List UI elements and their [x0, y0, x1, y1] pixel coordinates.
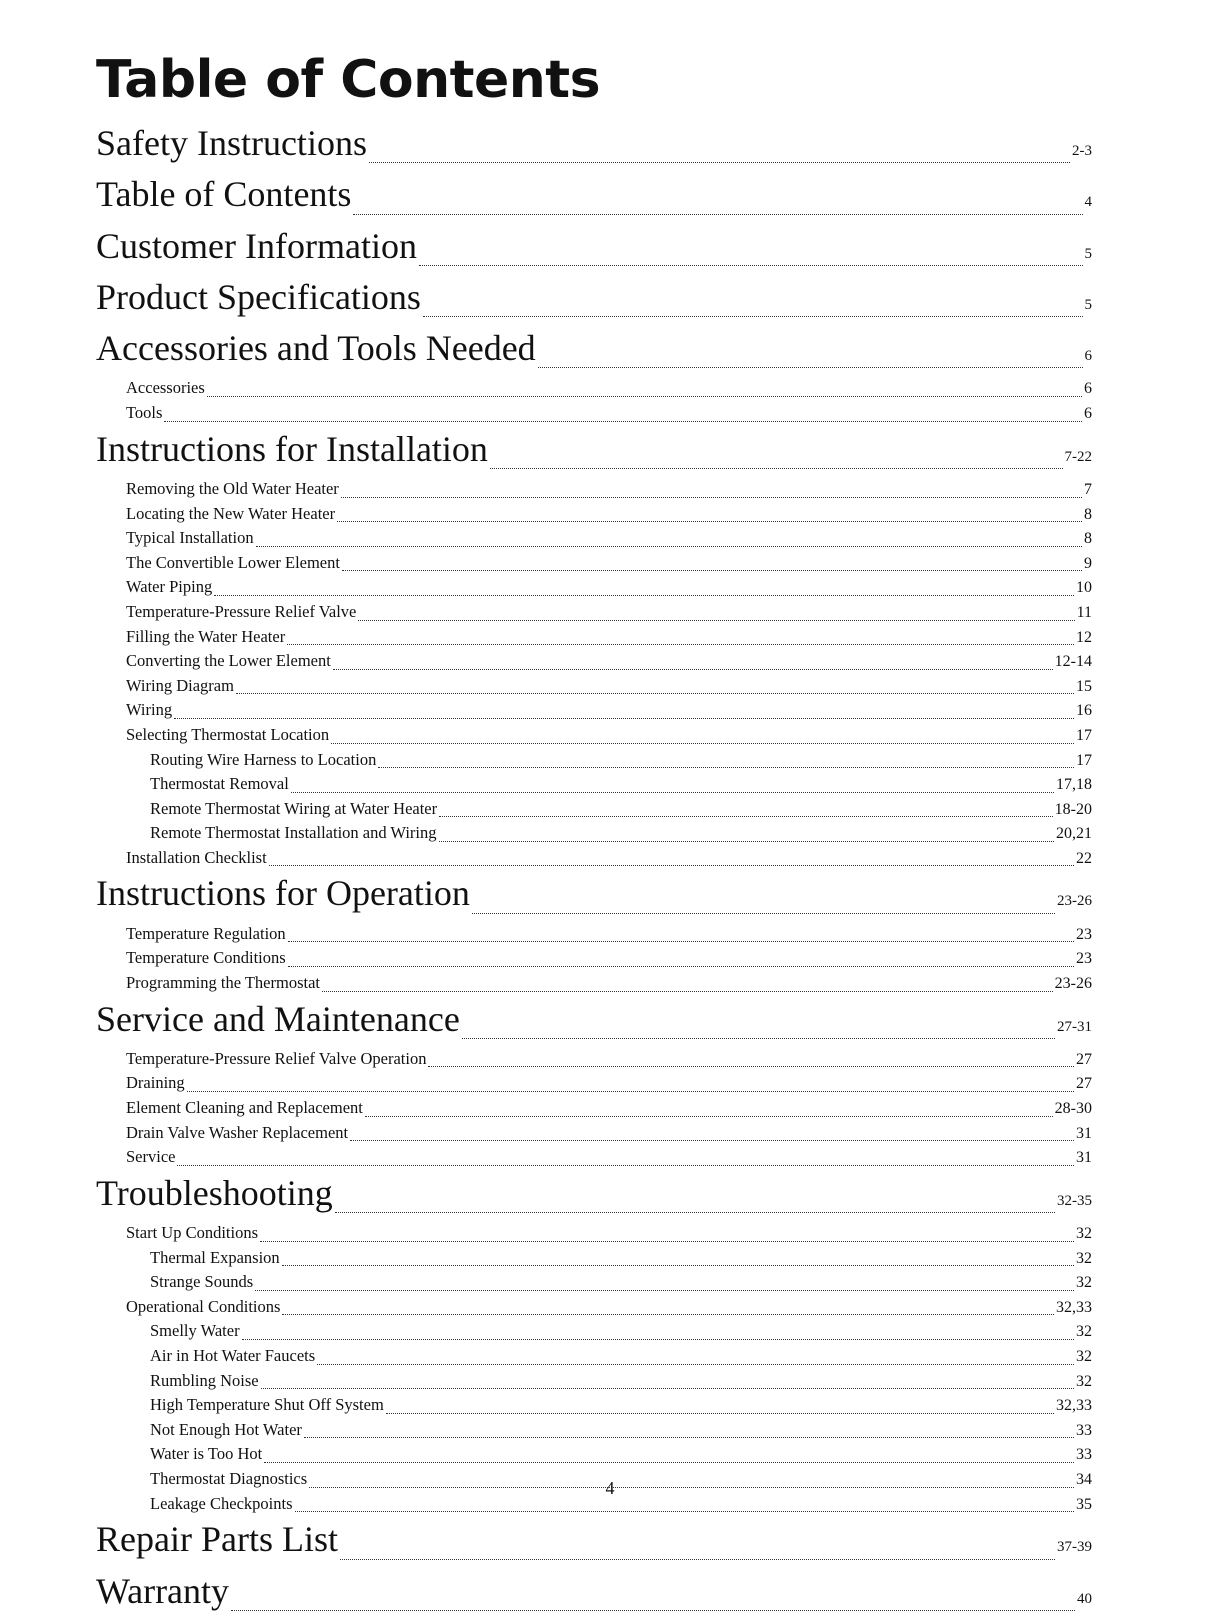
- toc-entry-title: Service and Maintenance: [96, 999, 460, 1039]
- toc-entry-page: 5: [1084, 245, 1092, 262]
- dot-leader: [207, 395, 1082, 397]
- toc-entry-title: Element Cleaning and Replacement: [126, 1098, 363, 1118]
- dot-leader: [291, 791, 1054, 793]
- dot-leader: [333, 668, 1053, 670]
- toc-entry-page: 22: [1076, 849, 1092, 867]
- toc-entry-page: 32,33: [1056, 1298, 1092, 1316]
- toc-entry-title: Instructions for Installation: [96, 429, 488, 469]
- toc-entry-page: 32: [1076, 1274, 1092, 1292]
- toc-entry-page: 40: [1077, 1590, 1092, 1607]
- dot-leader: [386, 1412, 1054, 1414]
- toc-subsection-entry[interactable]: [96, 1221, 1092, 1246]
- toc-entry-page: 37-39: [1057, 1539, 1092, 1556]
- toc-section-entry[interactable]: [96, 227, 1092, 274]
- toc-entry-title: Filling the Water Heater: [126, 626, 286, 646]
- dot-leader: [177, 1164, 1074, 1166]
- dot-leader: [490, 467, 1063, 469]
- toc-entry-title: Programming the Thermostat: [126, 972, 320, 992]
- dot-leader: [164, 420, 1082, 422]
- toc-subsection-entry[interactable]: [96, 551, 1092, 576]
- dot-leader: [462, 1037, 1055, 1039]
- toc-entry-title: Installation Checklist: [126, 847, 267, 867]
- dot-leader: [295, 1510, 1075, 1512]
- toc-entry-title: Temperature-Pressure Relief Valve Operation: [126, 1048, 427, 1068]
- toc-entry-page: 15: [1076, 677, 1092, 695]
- toc-section-entry[interactable]: [96, 430, 1092, 477]
- dot-leader: [423, 315, 1083, 317]
- toc-subsection-entry[interactable]: [96, 922, 1092, 947]
- toc-subsection-entry[interactable]: [96, 1442, 1092, 1467]
- toc-entry-page: 27: [1076, 1075, 1092, 1093]
- toc-section-entry[interactable]: [96, 1572, 1092, 1619]
- toc-entry-page: 9: [1084, 554, 1092, 572]
- page-title: Table of Contents: [96, 50, 601, 110]
- toc-entry-title: Troubleshooting: [96, 1173, 333, 1213]
- dot-leader: [472, 912, 1055, 914]
- toc-entry-title: Temperature-Pressure Relief Valve: [126, 601, 357, 621]
- toc-subsection-entry[interactable]: [96, 797, 1092, 822]
- toc-entry-title: Water is Too Hot: [150, 1444, 263, 1464]
- dot-leader: [365, 1115, 1053, 1117]
- toc-entry-title: Warranty: [96, 1571, 230, 1611]
- toc-entry-page: 6: [1084, 405, 1092, 423]
- toc-entry-title: Thermal Expansion: [150, 1247, 280, 1267]
- toc-subsection-entry[interactable]: [96, 1270, 1092, 1295]
- toc-entry-page: 32,33: [1056, 1397, 1092, 1415]
- toc-subsection-entry[interactable]: [96, 674, 1092, 699]
- toc-subsection-entry[interactable]: [96, 600, 1092, 625]
- toc-subsection-entry[interactable]: [96, 1121, 1092, 1146]
- dot-leader: [264, 1461, 1074, 1463]
- toc-entry-title: Smelly Water: [150, 1321, 240, 1341]
- toc-entry-title: Remote Thermostat Wiring at Water Heater: [150, 798, 438, 818]
- toc-subsection-entry[interactable]: [96, 1393, 1092, 1418]
- toc-entry-page: 17,18: [1056, 776, 1092, 794]
- toc-entry-title: Routing Wire Harness to Location: [150, 749, 377, 769]
- dot-leader: [335, 1211, 1055, 1213]
- toc-subsection-entry[interactable]: [96, 575, 1092, 600]
- toc-entry-page: 31: [1076, 1149, 1092, 1167]
- toc-entry-title: Repair Parts List: [96, 1520, 338, 1560]
- toc-entry-page: 32: [1076, 1249, 1092, 1267]
- toc-entry-title: Air in Hot Water Faucets: [150, 1346, 316, 1366]
- dot-leader: [187, 1090, 1074, 1092]
- page-number: 4: [605, 1478, 615, 1498]
- toc-subsection-entry[interactable]: [96, 1096, 1092, 1121]
- dot-leader: [261, 1387, 1074, 1389]
- toc-entry-title: Temperature Regulation: [126, 923, 286, 943]
- toc-entry-title: Safety Instructions: [96, 124, 367, 163]
- toc-entry-page: 12: [1076, 628, 1092, 646]
- dot-leader: [214, 594, 1074, 596]
- toc-entry-title: Converting the Lower Element: [126, 651, 331, 671]
- toc-entry-title: Operational Conditions: [126, 1296, 281, 1316]
- toc-subsection-entry[interactable]: [96, 821, 1092, 846]
- toc-section-entry[interactable]: [96, 175, 1092, 222]
- toc-subsection-entry[interactable]: [96, 526, 1092, 551]
- toc-section-entry[interactable]: [96, 1000, 1092, 1047]
- toc-subsection-entry[interactable]: [96, 625, 1092, 650]
- dot-leader: [287, 643, 1074, 645]
- toc-entry-title: Table of Contents: [96, 175, 352, 215]
- toc-entry-page: 32-35: [1057, 1192, 1092, 1209]
- toc-section-entry[interactable]: [96, 124, 1092, 171]
- toc-entry-page: 20,21: [1056, 825, 1092, 843]
- toc-subsection-entry[interactable]: [96, 1369, 1092, 1394]
- dot-leader: [439, 815, 1053, 817]
- toc-entry-page: 16: [1076, 702, 1092, 720]
- toc-subsection-entry[interactable]: [96, 971, 1092, 996]
- toc-subsection-entry[interactable]: [96, 723, 1092, 748]
- toc-entry-title: Draining: [126, 1073, 185, 1093]
- dot-leader: [350, 1139, 1074, 1141]
- toc-entry-page: 5: [1084, 296, 1092, 313]
- dot-leader: [378, 766, 1074, 768]
- toc-subsection-entry[interactable]: [96, 1344, 1092, 1369]
- toc-entry-page: 23-26: [1054, 974, 1092, 992]
- toc-entry-page: 17: [1076, 751, 1092, 769]
- toc-section-entry[interactable]: [96, 278, 1092, 325]
- toc-entry-title: Leakage Checkpoints: [150, 1493, 293, 1513]
- toc-entry-title: Temperature Conditions: [126, 948, 286, 968]
- toc-entry-page: 23-26: [1057, 893, 1092, 910]
- toc-entry-page: 31: [1076, 1124, 1092, 1142]
- toc-entry-title: Locating the New Water Heater: [126, 503, 336, 523]
- toc-subsection-entry[interactable]: [96, 502, 1092, 527]
- toc-entry-title: Typical Installation: [126, 528, 254, 548]
- toc-subsection-entry[interactable]: [96, 1418, 1092, 1443]
- toc-section-entry[interactable]: [96, 1174, 1092, 1221]
- dot-leader: [419, 264, 1083, 266]
- dot-leader: [342, 569, 1082, 571]
- dot-leader: [255, 1289, 1074, 1291]
- toc-entry-page: 2-3: [1072, 143, 1092, 159]
- toc-subsection-entry[interactable]: [96, 1319, 1092, 1344]
- toc-entry-page: 18-20: [1054, 800, 1092, 818]
- toc-subsection-entry[interactable]: [96, 1295, 1092, 1320]
- toc-entry-page: 23: [1076, 950, 1092, 968]
- toc-entry-title: Service: [126, 1147, 176, 1167]
- dot-leader: [358, 619, 1074, 621]
- toc-entry-title: Removing the Old Water Heater: [126, 478, 339, 498]
- toc-subsection-entry[interactable]: [96, 401, 1092, 426]
- dot-leader: [337, 520, 1082, 522]
- dot-leader: [256, 545, 1082, 547]
- toc-entry-page: 6: [1084, 348, 1092, 365]
- toc-subsection-entry[interactable]: [96, 772, 1092, 797]
- toc-entry-title: Customer Information: [96, 226, 417, 266]
- dot-leader: [282, 1313, 1054, 1315]
- toc-entry-page: 32: [1076, 1372, 1092, 1390]
- toc-entry-page: 33: [1076, 1446, 1092, 1464]
- toc-section-entry[interactable]: [96, 874, 1092, 921]
- toc-entry-page: 35: [1076, 1495, 1092, 1513]
- dot-leader: [236, 692, 1074, 694]
- toc-subsection-entry[interactable]: [96, 649, 1092, 674]
- dot-leader: [231, 1609, 1075, 1611]
- toc-entry-title: Strange Sounds: [150, 1272, 254, 1292]
- toc-entry-title: Drain Valve Washer Replacement: [126, 1122, 349, 1142]
- toc-entry-title: Selecting Thermostat Location: [126, 724, 330, 744]
- toc-entry-title: High Temperature Shut Off System: [150, 1395, 384, 1415]
- toc-entry-page: 10: [1076, 579, 1092, 597]
- toc-section-entry[interactable]: [96, 329, 1092, 376]
- dot-leader: [439, 840, 1054, 842]
- toc-subsection-entry[interactable]: [96, 1145, 1092, 1170]
- dot-leader: [341, 496, 1082, 498]
- dot-leader: [174, 717, 1074, 719]
- toc-subsection-entry[interactable]: [96, 1071, 1092, 1096]
- toc-entry-page: 32: [1076, 1225, 1092, 1243]
- toc-entry-page: 33: [1076, 1421, 1092, 1439]
- toc-subsection-entry[interactable]: [96, 376, 1092, 401]
- dot-leader: [282, 1264, 1074, 1266]
- toc-entry-page: 7-22: [1064, 448, 1092, 465]
- toc-entry-title: The Convertible Lower Element: [126, 552, 340, 572]
- toc-subsection-entry[interactable]: [96, 748, 1092, 773]
- dot-leader: [322, 990, 1053, 992]
- toc-entry-page: 17: [1076, 726, 1092, 744]
- dot-leader: [331, 742, 1074, 744]
- dot-leader: [428, 1065, 1074, 1067]
- toc-subsection-entry[interactable]: [96, 1246, 1092, 1271]
- toc-entry-page: 23: [1076, 925, 1092, 943]
- dot-leader: [242, 1338, 1074, 1340]
- toc-entry-page: 6: [1084, 380, 1092, 398]
- dot-leader: [538, 366, 1083, 368]
- toc-subsection-entry[interactable]: [96, 477, 1092, 502]
- dot-leader: [304, 1436, 1074, 1438]
- toc-entry-title: Wiring: [126, 700, 173, 720]
- toc-subsection-entry[interactable]: [96, 846, 1092, 871]
- toc-entry-title: Instructions for Operation: [96, 874, 470, 914]
- toc-entry-page: 12-14: [1054, 653, 1092, 671]
- toc-entry-title: Rumbling Noise: [150, 1370, 259, 1390]
- toc-entry-title: Product Specifications: [96, 277, 421, 317]
- dot-leader: [340, 1558, 1055, 1560]
- toc-entry-page: 7: [1084, 480, 1092, 498]
- dot-leader: [353, 213, 1082, 215]
- toc-entry-page: 8: [1084, 505, 1092, 523]
- toc-entry-title: Accessories and Tools Needed: [96, 329, 536, 369]
- toc-entry-page: 27: [1076, 1050, 1092, 1068]
- toc-entry-title: Wiring Diagram: [126, 675, 234, 695]
- dot-leader: [260, 1240, 1074, 1242]
- toc-entry-title: Thermostat Diagnostics: [150, 1469, 308, 1489]
- dot-leader: [288, 965, 1074, 967]
- dot-leader: [369, 161, 1070, 163]
- toc-entry-title: Not Enough Hot Water: [150, 1419, 302, 1439]
- toc-entry-page: 27-31: [1057, 1018, 1092, 1035]
- toc-subsection-entry[interactable]: [96, 1047, 1092, 1072]
- toc-entry-title: Start Up Conditions: [126, 1223, 259, 1243]
- toc-entry-title: Tools: [126, 403, 163, 423]
- toc-entry-page: 28-30: [1054, 1100, 1092, 1118]
- toc-subsection-entry[interactable]: [96, 946, 1092, 971]
- dot-leader: [317, 1363, 1074, 1365]
- toc-section-entry[interactable]: [96, 1520, 1092, 1567]
- toc-entry-page: 32: [1076, 1323, 1092, 1341]
- toc-entry-page: 11: [1076, 603, 1092, 621]
- dot-leader: [288, 940, 1074, 942]
- toc-subsection-entry[interactable]: [96, 698, 1092, 723]
- toc-entry-title: Water Piping: [126, 577, 213, 597]
- toc-entry-page: 34: [1076, 1471, 1092, 1489]
- toc-entry-page: 4: [1084, 194, 1092, 211]
- toc-list: [96, 124, 1092, 1619]
- dot-leader: [269, 864, 1074, 866]
- toc-entry-title: Thermostat Removal: [150, 774, 289, 794]
- toc-entry-page: 32: [1076, 1348, 1092, 1366]
- toc-entry-page: 8: [1084, 530, 1092, 548]
- toc-entry-title: Accessories: [126, 378, 205, 398]
- toc-entry-title: Remote Thermostat Installation and Wiring: [150, 823, 437, 843]
